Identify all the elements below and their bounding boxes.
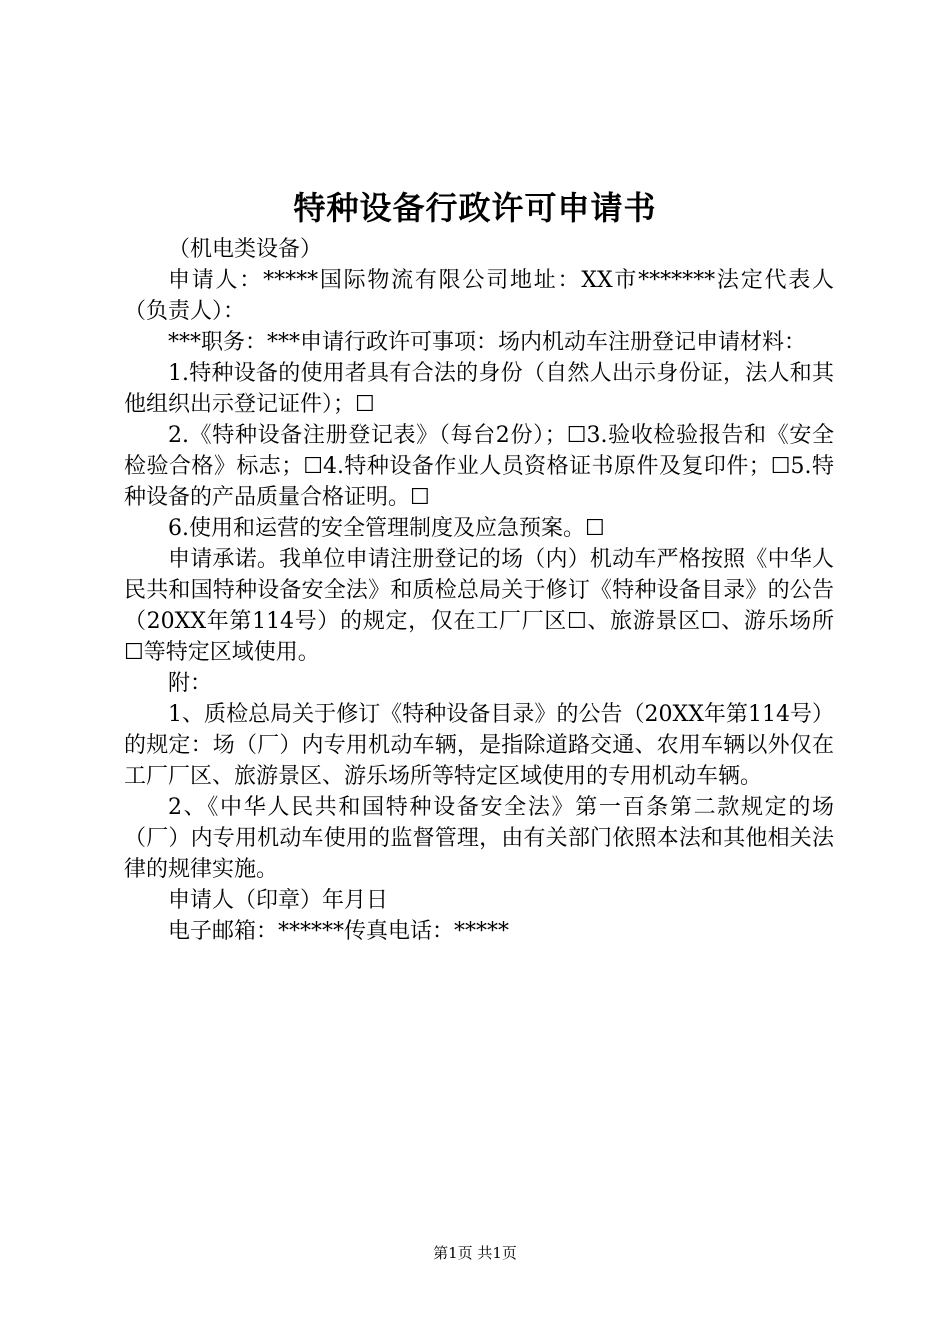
paragraph-material-6: 6.使用和运营的安全管理制度及应急预案。☐: [168, 516, 605, 541]
paragraph-applicant: 申请人：*****国际物流有限公司地址：XX市*******法定代表人（负责人）：: [124, 268, 834, 324]
paragraph-appendix-heading: 附：: [168, 671, 213, 696]
paragraph-position-and-item: ***职务：***申请行政许可事项：场内机动车注册登记申请材料：: [168, 330, 807, 355]
document-body: [124, 234, 834, 947]
paragraph-signature-date: 申请人（印章）年月日: [168, 888, 389, 913]
paragraph-material-1: 1.特种设备的使用者具有合法的身份（自然人出示身份证，法人和其他组织出示登记证件）；☐: [124, 361, 834, 417]
document-title: 特种设备行政许可申请书: [293, 189, 657, 227]
paragraph-contact: 电子邮箱：******传真电话：*****: [168, 919, 510, 944]
paragraph-appendix-2: 2、《中华人民共和国特种设备安全法》第一百条第二款规定的场（厂）内专用机动车使用的监督管理，由有关部门依照本法和其他相关法律的规律实施。: [124, 795, 834, 882]
page-number-footer: 第1页 共1页: [433, 1244, 517, 1262]
paragraph-material-2-5: 2.《特种设备注册登记表》（每台2份）；☐3.验收检验报告和《安全检验合格》标志；☐4.特种设备作业人员资格证书原件及复印件；☐5.特种设备的产品质量合格证明。☐: [124, 423, 834, 510]
paragraph-equipment-category: （机电类设备）: [168, 237, 323, 262]
paragraph-appendix-1: 1、质检总局关于修订《特种设备目录》的公告（20XX年第114号）的规定：场（厂）内专用机动车辆，是指除道路交通、农用车辆以外仅在工厂厂区、旅游景区、游乐场所等特定区域使用的专用机动车辆。: [124, 702, 834, 789]
paragraph-commitment: 申请承诺。我单位申请注册登记的场（内）机动车严格按照《中华人民共和国特种设备安全法》和质检总局关于修订《特种设备目录》的公告（20XX年第114号）的规定，仅在工厂厂区☐、旅游景区☐、游乐场所☐等特定区域使用。: [124, 547, 834, 665]
